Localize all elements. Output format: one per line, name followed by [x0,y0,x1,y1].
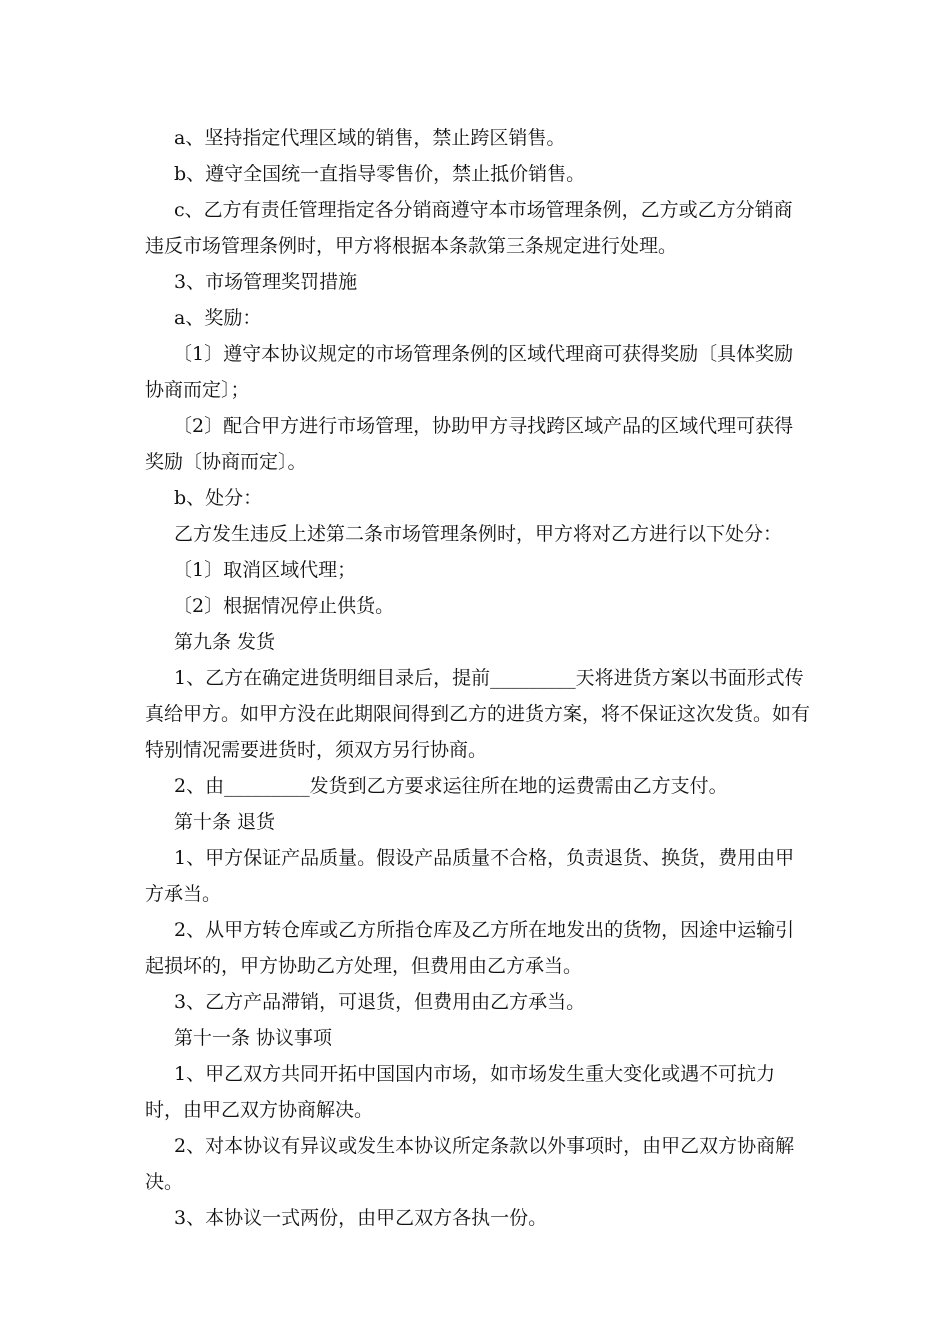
clause-item-c: c、乙方有责任管理指定各分销商遵守本市场管理条例，乙方或乙方分销商违反市场管理条例时，甲方将根据本条款第三条规定进行处理。 [145,199,793,257]
document-body [145,120,810,1236]
reward-item-2: 〔2〕配合甲方进行市场管理，协助甲方寻找跨区域产品的区域代理可获得奖励〔协商而定〕。 [145,415,794,473]
article-11-item-1: 1、甲乙双方共同开拓中国国内市场，如市场发生重大变化或遇不可抗力时，由甲乙双方协商解决。 [145,1063,776,1121]
clause-item-a: a、坚持指定代理区域的销售，禁止跨区销售。 [174,127,566,149]
section-heading-3: 3、市场管理奖罚措施 [174,271,358,293]
article-9-item-2: 2、由_________发货到乙方要求运往所在地的运费需由乙方支付。 [174,775,728,797]
penalty-item-2: 〔2〕根据情况停止供货。 [173,595,395,617]
article-9-heading: 第九条 发货 [174,631,276,653]
penalty-heading: b、处分： [174,487,263,509]
article-10-item-1: 1、甲方保证产品质量。假设产品质量不合格，负责退货、换货，费用由甲方承当。 [145,847,795,905]
article-10-item-3: 3、乙方产品滞销，可退货，但费用由乙方承当。 [174,991,586,1013]
penalty-item-1: 〔1〕取消区域代理； [173,559,357,581]
article-11-item-3: 3、本协议一式两份，由甲乙双方各执一份。 [174,1207,548,1229]
article-9-item-1: 1、乙方在确定进货明细目录后，提前_________天将进货方案以书面形式传真给甲方。如甲方没在此期限间得到乙方的进货方案，将不保证这次发货。如有特别情况需要进货时，须双方另行协商。 [145,667,811,761]
reward-item-1: 〔1〕遵守本协议规定的市场管理条例的区域代理商可获得奖励〔具体奖励协商而定〕； [145,343,794,401]
article-10-heading: 第十条 退货 [174,811,276,833]
article-11-heading: 第十一条 协议事项 [174,1027,333,1049]
article-11-item-2: 2、对本协议有异议或发生本协议所定条款以外事项时，由甲乙双方协商解决。 [145,1135,795,1193]
reward-heading: a、奖励： [174,307,262,329]
clause-item-b: b、遵守全国统一直指导零售价，禁止抵价销售。 [174,163,586,185]
article-10-item-2: 2、从甲方转仓库或乙方所指仓库及乙方所在地发出的货物，因途中运输引起损坏的，甲方协助乙方处理，但费用由乙方承当。 [145,919,795,977]
penalty-intro: 乙方发生违反上述第二条市场管理条例时，甲方将对乙方进行以下处分： [174,523,783,545]
